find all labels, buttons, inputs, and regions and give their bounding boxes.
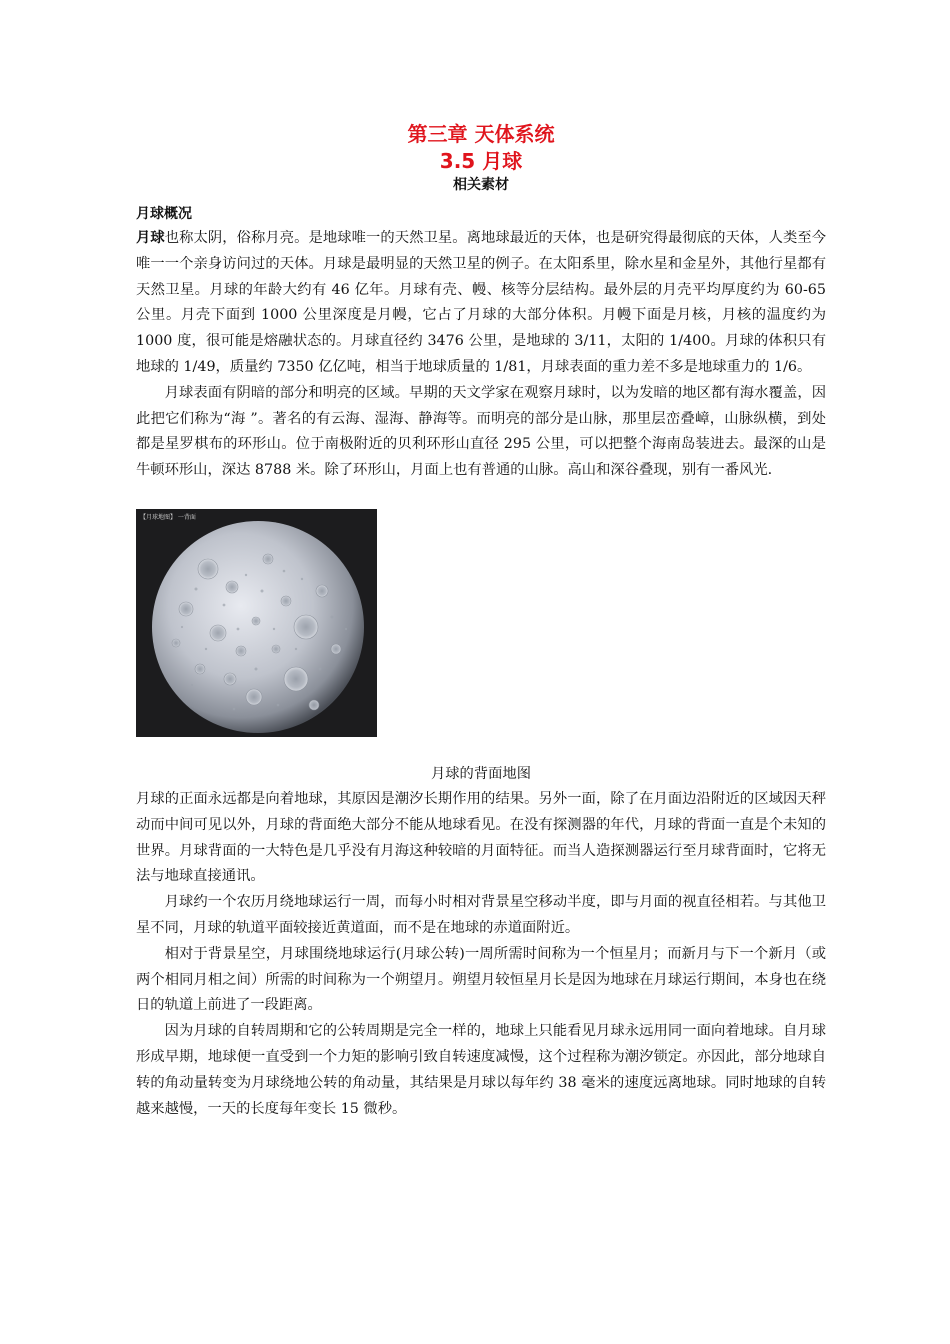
overview-text: 也称太阴，俗称月亮。是地球唯一的天然卫星。离地球最近的天体，也是研究得最彻底的天体，人类至今唯一一个亲身访问过的天体。月球是最明显的天然卫星的例子。在太阳系里，除水星和金星外，其他行星都有天然卫星。月球的年龄大约有 46 亿年。月球有壳、幔、核等分层结构。最外层的月壳平均厚度约为 60-65 公里。月壳下面到 1000 公里深度是月幔，它占了月球的大部分体积。月幔下面是月核，月核的温度约为 1000 度，很可能是熔融状态的。月球直径约 3476 公里，是地球的 3/11，太阳的 1/400。月球的体积只有地球的 1/49，质量约 7350 亿亿吨，相当于地球质量的 1/81，月球表面的重力差不多是地球重力的 1/6。 <box>136 230 827 375</box>
material-subtitle: 相关素材 <box>453 177 509 193</box>
tidal-lock-paragraph: 因为月球的自转周期和它的公转周期是完全一样的，地球上只能看见月球永远用同一面向着地球。自月球形成早期，地球便一直受到一个力矩的影响引致自转速度减慢，这个过程称为潮汐锁定。亦因此，部分地球自转的角动量转变为月球绕地公转的角动量，其结果是月球以每年约 38 毫米的速度远离地球。同时地球的自转越来越慢，一天的长度每年变长 15 微秒。 <box>136 1023 826 1117</box>
moon-globe-graphic <box>136 509 377 737</box>
moon-far-side-map <box>136 509 377 737</box>
orbit-paragraph: 月球约一个农历月绕地球运行一周，而每小时相对背景星空移动半度，即与月面的视直径相若。与其他卫星不同，月球的轨道平面较接近黄道面，而不是在地球的赤道面附近。 <box>136 894 826 936</box>
figure-caption: 月球的背面地图 <box>430 765 532 782</box>
overview-heading: 月球概况 <box>136 206 192 222</box>
overview-paragraph <box>136 226 826 381</box>
chapter-title: 第三章 天体系统 <box>407 122 555 146</box>
far-side-paragraph: 月球的正面永远都是向着地球，其原因是潮汐长期作用的结果。另外一面，除了在月面边沿附近的区域因天秤动而中间可见以外，月球的背面绝大部分不能从地球看见。在没有探测器的年代，月球的背面一直是个未知的世界。月球背面的一大特色是几乎没有月海这种较暗的月面特征。而当人造探测器运行至月球背面时，它将无法与地球直接通讯。 <box>136 790 826 885</box>
document-page <box>136 120 826 1122</box>
map-label: 【月球地图】 一背面 <box>140 513 196 521</box>
lead-term: 月球 <box>136 230 165 246</box>
section-title: 3.5 月球 <box>439 149 523 173</box>
month-paragraph: 相对于背景星空，月球围绕地球运行(月球公转)一周所需时间称为一个恒星月；而新月与下一个新月（或两个相同月相之间）所需的时间称为一个朔望月。朔望月较恒星月长是因为地球在月球运行期间，本身也在绕日的轨道上前进了一段距离。 <box>136 945 826 1014</box>
surface-paragraph: 月球表面有阴暗的部分和明亮的区域。早期的天文学家在观察月球时，以为发暗的地区都有海水覆盖，因此把它们称为“海 ”。著名的有云海、湿海、静海等。而明亮的部分是山脉，那里层峦叠嶂，山脉纵横，到处都是星罗棋布的环形山。位于南极附近的贝利环形山直径 295 公里，可以把整个海南岛装进去。最深的山是牛顿环形山，深达 8788 米。除了环形山，月面上也有普通的山脉。高山和深谷叠现，别有一番风光. <box>136 384 826 479</box>
